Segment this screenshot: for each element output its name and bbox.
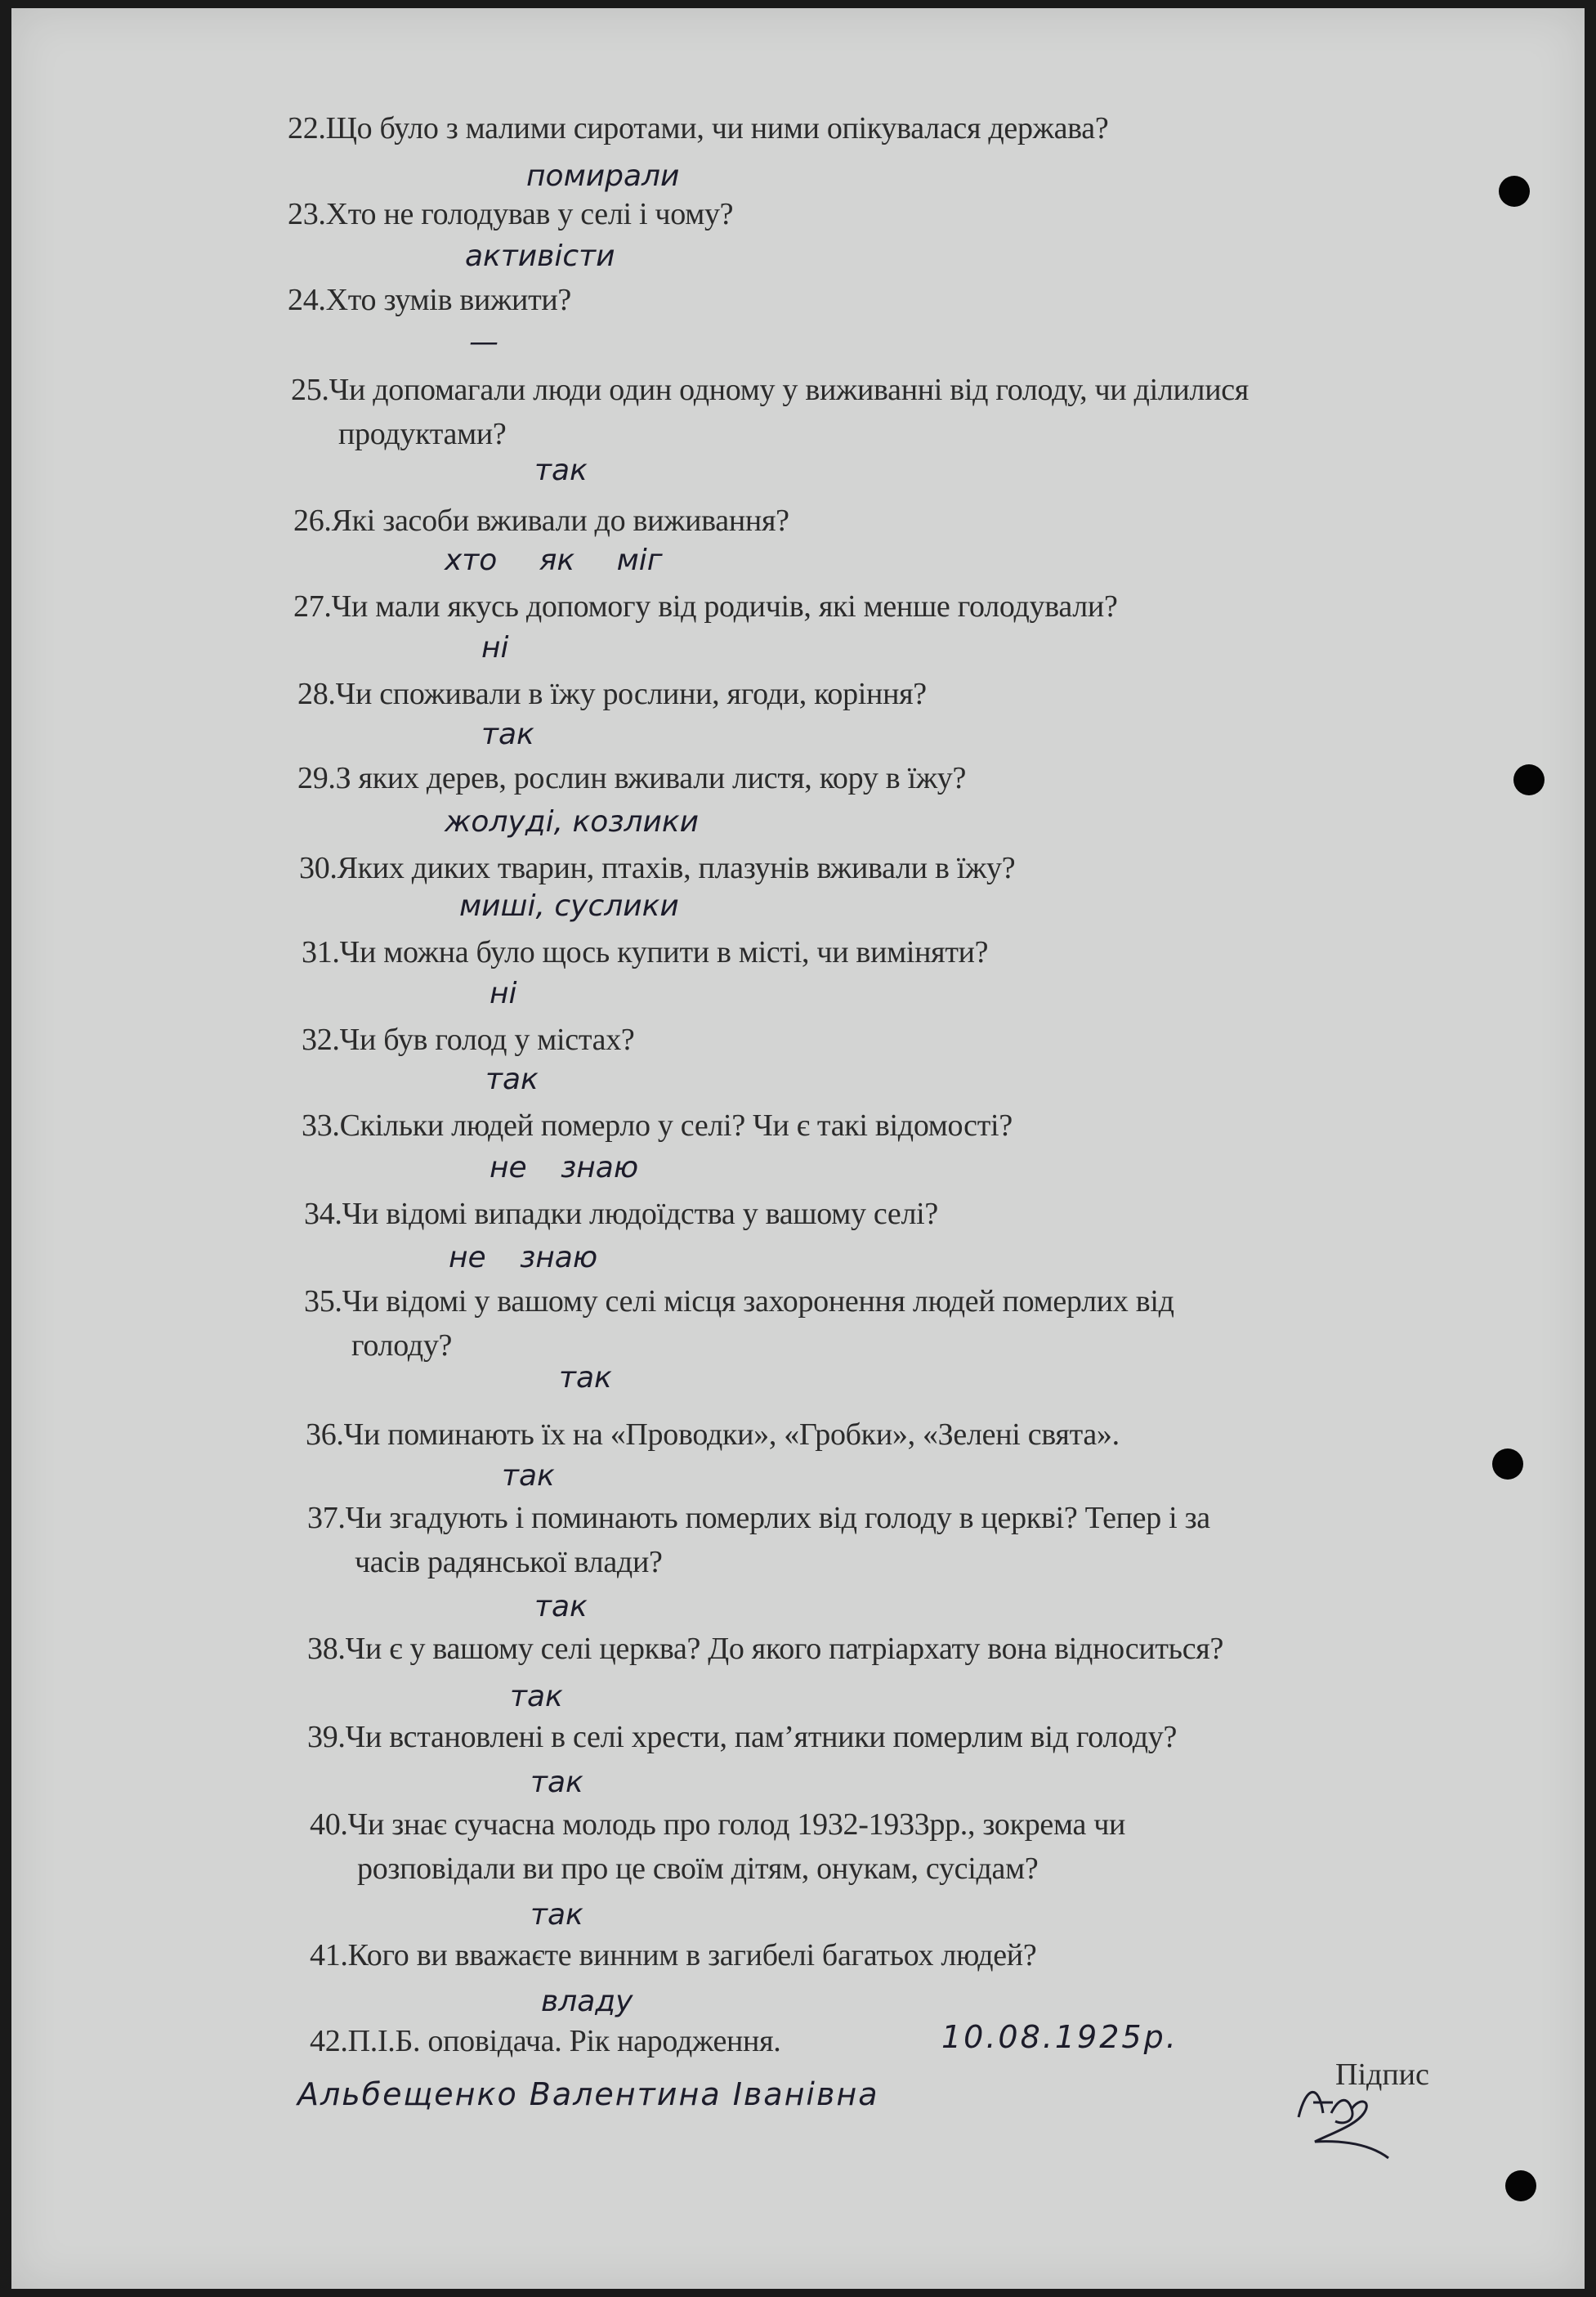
question-31: 31.Чи можна було щось купити в місті, чи виміняти? [302,935,989,969]
question-35-line1: 35.Чи відомі у вашому селі місця захоронення людей померлих від [304,1284,1174,1319]
answer-39: так [530,1766,583,1799]
question-35 [304,1279,1174,1368]
question-36: 36.Чи поминають їх на «Проводки», «Гробки», «Зелені свята». [306,1417,1120,1452]
punch-hole-3 [1492,1448,1523,1480]
answer-22: помирали [526,159,680,193]
birth-date: 10.08.1925р. [941,2019,1178,2055]
question-41: 41.Кого ви вважаєте винним в загибелі багатьох людей? [310,1938,1037,1972]
question-42: 42.П.І.Б. оповідача. Рік народження. [310,2024,781,2058]
question-25 [291,368,1249,456]
answer-35: так [559,1361,612,1395]
answer-26: хто як міг [445,544,663,577]
question-24: 24.Хто зумів вижити? [288,283,571,317]
question-34: 34.Чи відомі випадки людоїдства у вашому селі? [304,1197,938,1231]
answer-32: так [485,1063,539,1096]
answer-33: не знаю [490,1151,639,1184]
question-33: 33.Скільки людей померло у селі? Чи є такі відомості? [302,1108,1013,1143]
answer-37: так [534,1590,588,1623]
question-37 [307,1496,1210,1584]
narrator-full-name: Альбещенко Валентина Іванівна [297,2076,879,2112]
punch-hole-2 [1513,764,1545,795]
questionnaire-page [11,8,1585,2289]
question-38: 38.Чи є у вашому селі церква? До якого патріархату вона відноситься? [307,1632,1224,1666]
answer-31: ні [490,977,517,1010]
question-39: 39.Чи встановлені в селі хрести, пам’ятники померлим від голоду? [307,1720,1178,1754]
question-40-line1: 40.Чи знає сучасна молодь про голод 1932-1933рр., зокрема чи [310,1807,1126,1842]
question-22: 22.Що було з малими сиротами, чи ними опікувалася держава? [288,111,1109,146]
handwritten-signature [1282,2076,1405,2166]
signature-label: Підпис [1335,2057,1429,2092]
answer-24: — [469,325,498,359]
answer-40: так [530,1898,583,1932]
question-37-line1: 37.Чи згадують і поминають померлих від голоду в церкві? Тепер і за [307,1501,1210,1535]
answer-23: активісти [465,240,615,273]
punch-hole-4 [1505,2170,1536,2201]
answer-28: так [481,718,534,751]
question-26: 26.Які засоби вживали до виживання? [293,504,789,538]
answer-34: не знаю [449,1241,598,1274]
question-29: 29.З яких дерев, рослин вживали листя, кору в їжу? [297,761,967,795]
punch-hole-1 [1499,176,1530,207]
answer-38: так [510,1680,563,1713]
question-40 [310,1802,1125,1891]
question-27: 27.Чи мали якусь допомогу від родичів, які менше голодували? [293,589,1118,624]
question-37-line2: часів радянської влади? [355,1545,663,1579]
answer-41: владу [541,1985,633,2018]
question-25-line2: продуктами? [338,417,507,451]
question-40-line2: розповідали ви про це своїм дітям, онукам, сусідам? [357,1851,1039,1886]
answer-30: миші, суслики [459,889,679,923]
answer-36: так [502,1459,555,1493]
answer-25: так [534,454,588,487]
question-30: 30.Яких диких тварин, птахів, плазунів вживали в їжу? [299,851,1016,885]
answer-27: ні [481,631,509,665]
question-25-line1: 25.Чи допомагали люди один одному у виживанні від голоду, чи ділилися [291,373,1249,407]
answer-29: жолуді, козлики [445,805,700,839]
question-23: 23.Хто не голодував у селі і чому? [288,197,734,231]
question-32: 32.Чи був голод у містах? [302,1023,635,1057]
question-28: 28.Чи споживали в їжу рослини, ягоди, коріння? [297,677,927,711]
question-35-line2: голоду? [351,1328,453,1363]
